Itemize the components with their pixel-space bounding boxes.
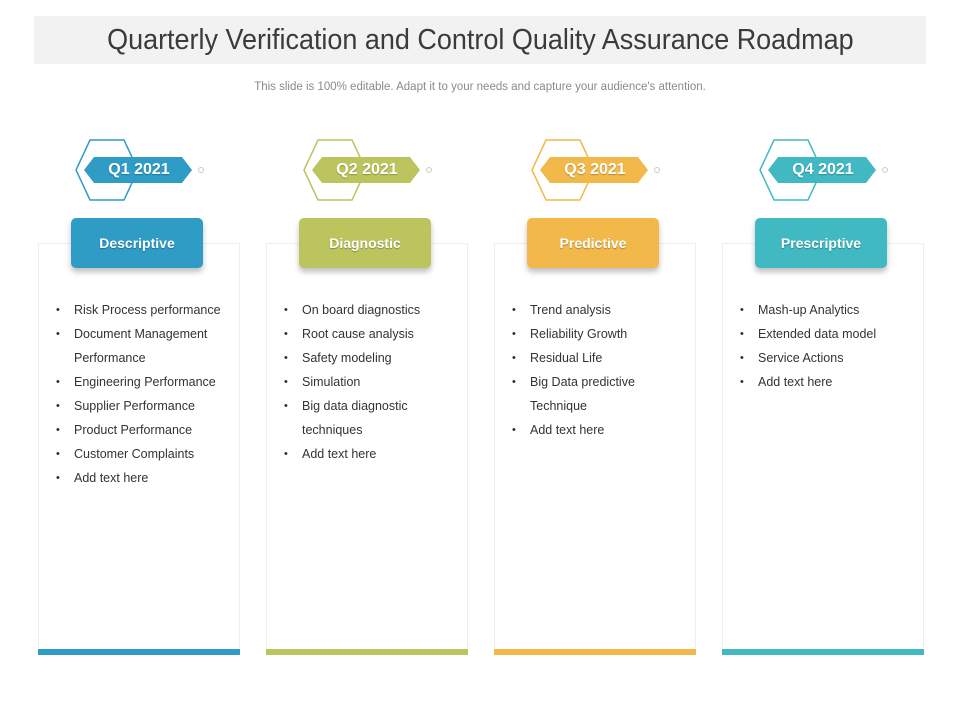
list-item: • Extended data model: [740, 322, 920, 346]
quarter-label: Q2 2021: [336, 161, 398, 178]
category-tab: Descriptive: [71, 218, 203, 268]
list-item: • On board diagnostics: [284, 298, 464, 322]
list-item: • Add text here: [56, 466, 236, 490]
list-item: • Safety modeling: [284, 346, 464, 370]
connector-dot: [883, 168, 888, 173]
roadmap-column: [38, 140, 240, 655]
item-list: [56, 298, 236, 490]
list-item: • Supplier Performance: [56, 394, 236, 418]
category-tab: Diagnostic: [299, 218, 431, 268]
list-item: • Engineering Performance: [56, 370, 236, 394]
column-bottom-bar: [266, 649, 468, 655]
column-bottom-bar: [494, 649, 696, 655]
item-list: [512, 298, 692, 442]
roadmap-column: [494, 140, 696, 655]
list-item: • Document Management Performance: [56, 322, 236, 370]
quarter-label: Q4 2021: [792, 161, 854, 178]
category-tab: Predictive: [527, 218, 659, 268]
connector-dot: [427, 168, 432, 173]
category-tab: Prescriptive: [755, 218, 887, 268]
column-bottom-bar: [38, 649, 240, 655]
item-list: [740, 298, 920, 394]
list-item: • Simulation: [284, 370, 464, 394]
page-subtitle: This slide is 100% editable. Adapt it to your needs and capture your audience's attention.: [254, 81, 706, 93]
roadmap-column: [266, 140, 468, 655]
page-title: Quarterly Verification and Control Quality Assurance Roadmap: [106, 23, 854, 56]
list-item: • Risk Process performance: [56, 298, 236, 322]
list-item: • Product Performance: [56, 418, 236, 442]
list-item: • Residual Life: [512, 346, 692, 370]
list-item: • Mash-up Analytics: [740, 298, 920, 322]
list-item: • Reliability Growth: [512, 322, 692, 346]
list-item: • Root cause analysis: [284, 322, 464, 346]
list-item: • Big data diagnostic techniques: [284, 394, 464, 442]
list-item: • Add text here: [512, 418, 692, 442]
connector-dot: [199, 168, 204, 173]
list-item: • Customer Complaints: [56, 442, 236, 466]
connector-dot: [655, 168, 660, 173]
list-item: • Big Data predictive Technique: [512, 370, 692, 418]
list-item: • Trend analysis: [512, 298, 692, 322]
list-item: • Add text here: [284, 442, 464, 466]
title-bar: [34, 16, 926, 64]
quarter-label: Q3 2021: [564, 161, 626, 178]
quarter-label: Q1 2021: [108, 161, 170, 178]
column-bottom-bar: [722, 649, 924, 655]
roadmap-column: [722, 140, 924, 655]
list-item: • Add text here: [740, 370, 920, 394]
list-item: • Service Actions: [740, 346, 920, 370]
item-list: [284, 298, 464, 466]
